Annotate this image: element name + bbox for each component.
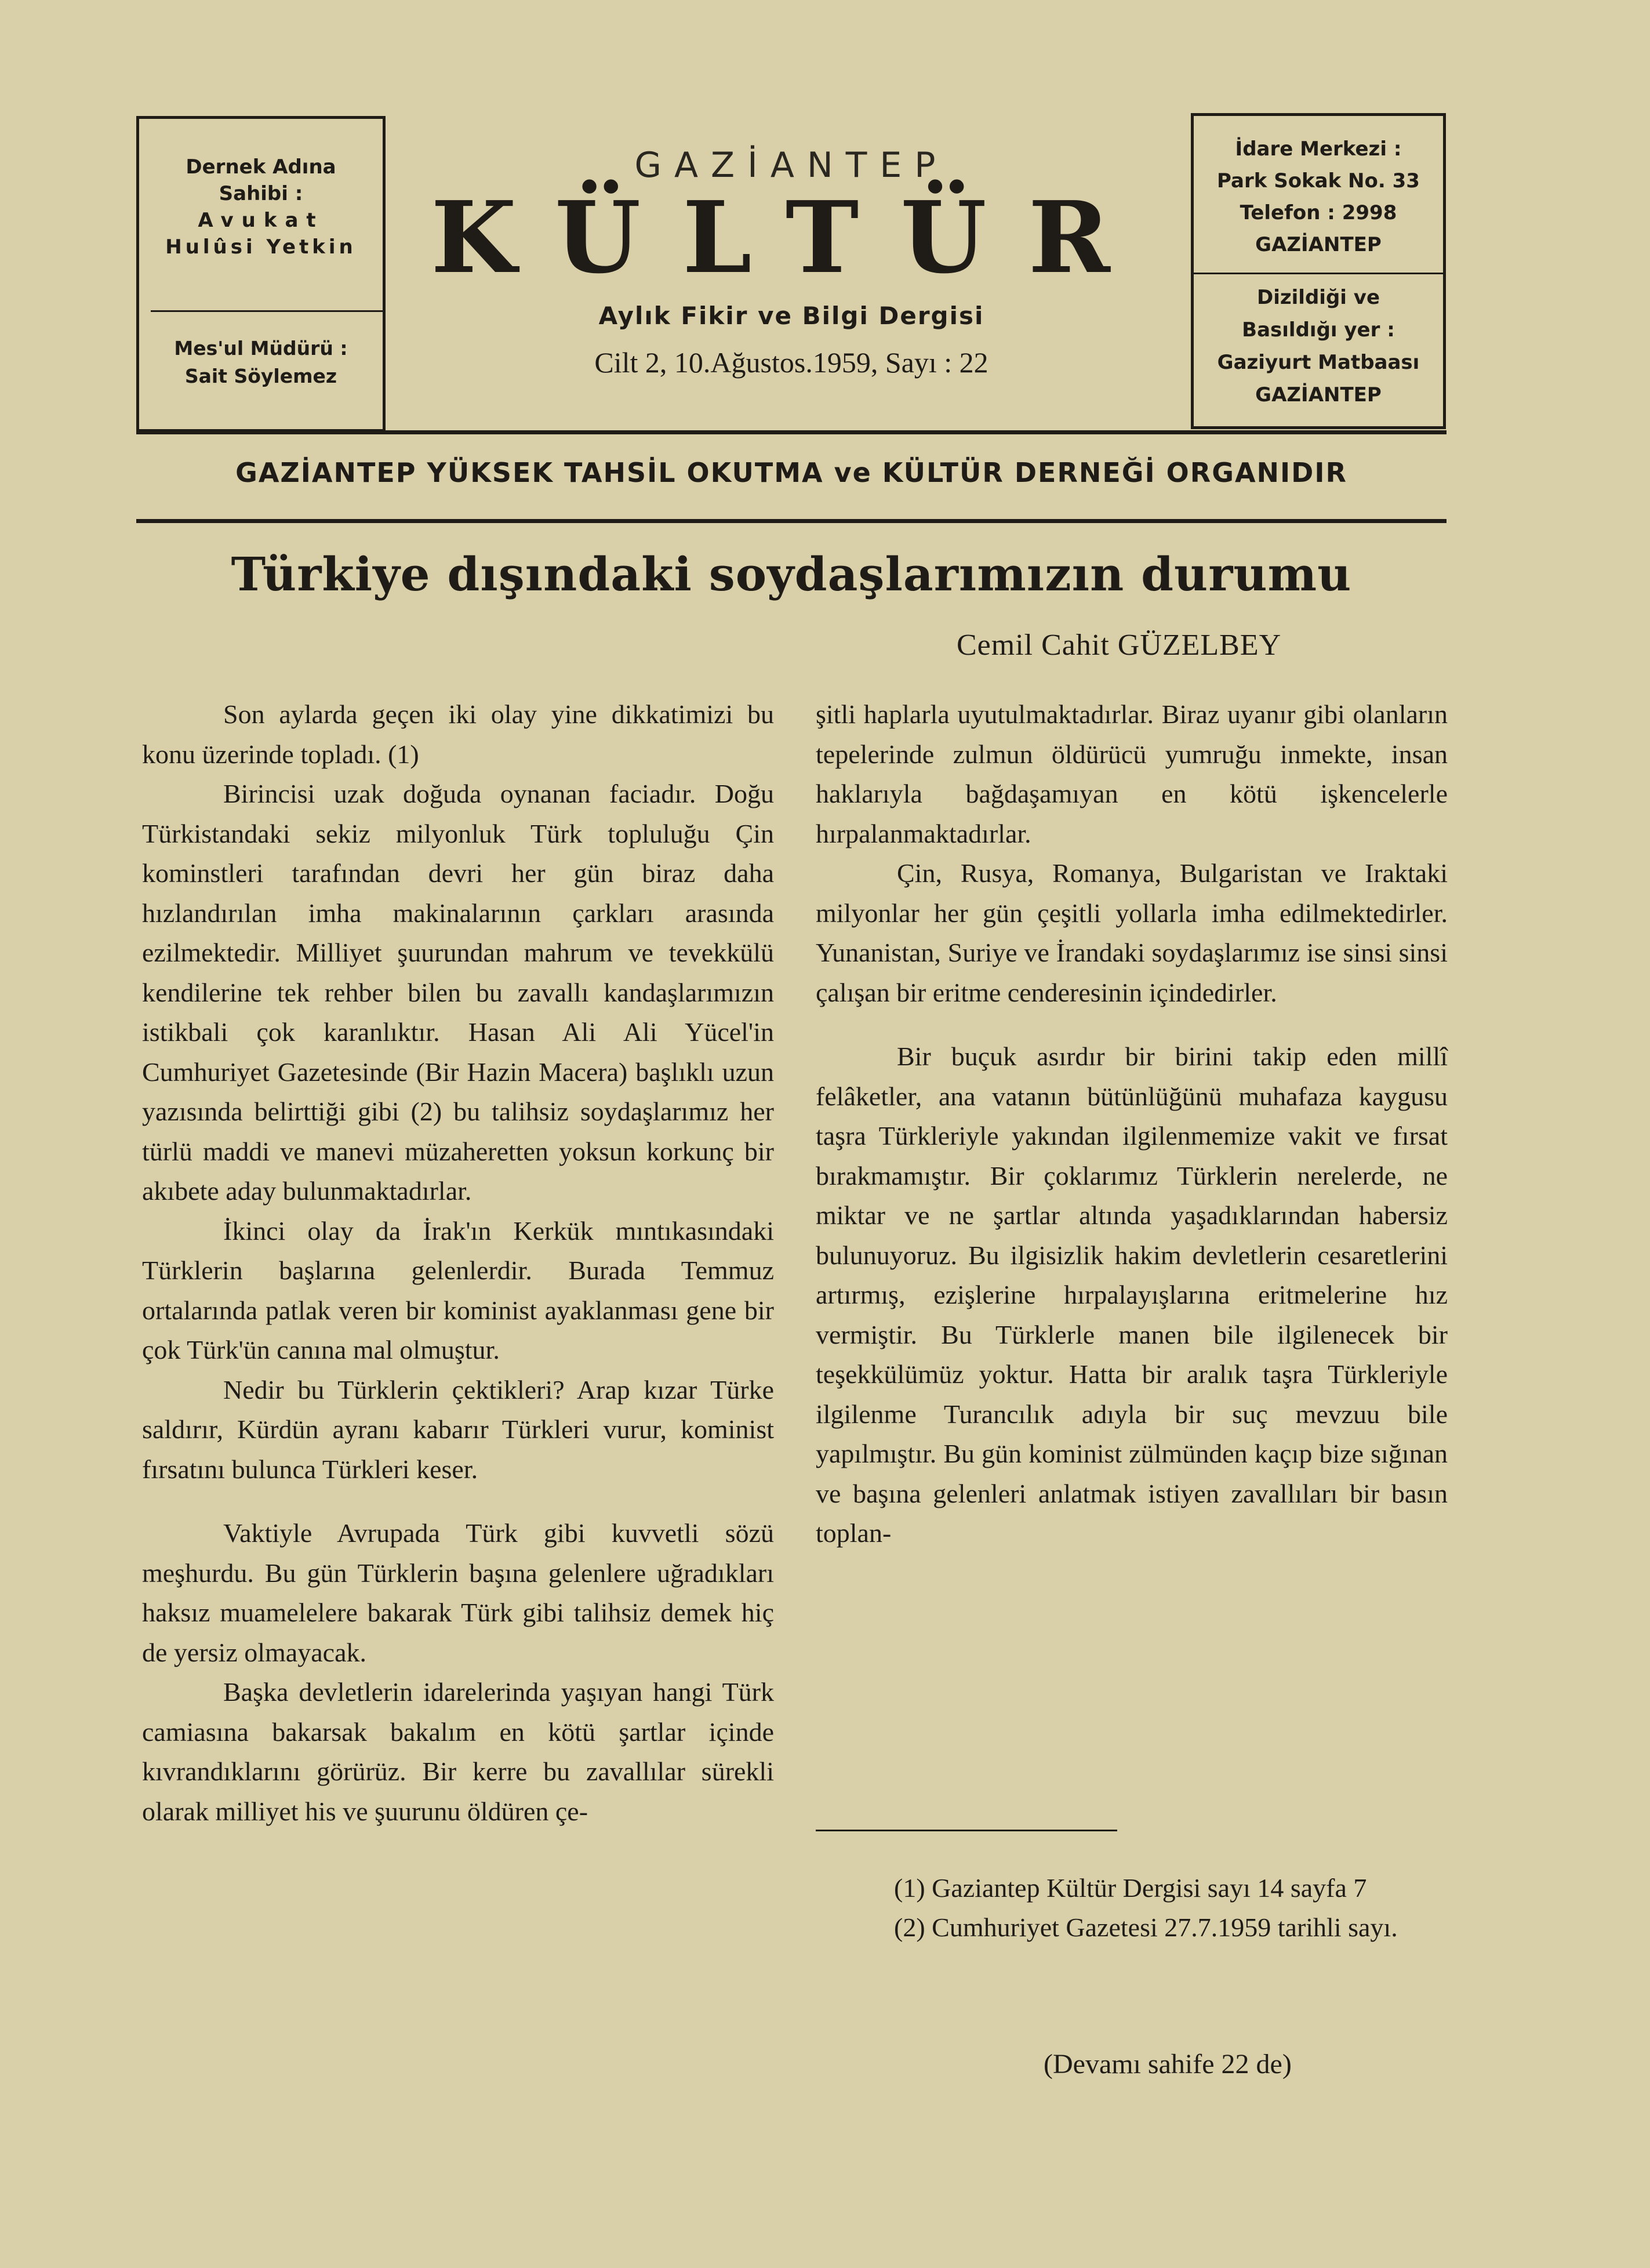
- organ-line: GAZİANTEP YÜKSEK TAHSİL OKUTMA ve KÜLTÜR DERNEĞİ ORGANIDIR: [235, 457, 1347, 488]
- publisher-name: Hulûsi Yetkin: [165, 235, 357, 259]
- headline-rule: [136, 519, 1447, 523]
- admin-label: İdare Merkezi :: [1235, 137, 1402, 161]
- city-name: GAZİANTEP: [634, 145, 948, 186]
- paragraph: Çin, Rusya, Romanya, Bulgaristan ve Iraktaki milyonlar her gün çeşitli yollarla imha edilmektedirler. Yunanistan, Suriye ve İrandaki soydaşlarımız ise sinsi sinsi çalışan bir eritme cenderesinin içindedirler.: [816, 858, 1448, 1007]
- publisher-box: [136, 116, 386, 432]
- printer-label: Dizildiği ve: [1256, 286, 1380, 309]
- masthead-rule: [136, 430, 1447, 434]
- masthead-title-block: [406, 145, 1177, 380]
- admin-address: Park Sokak No. 33: [1217, 169, 1420, 193]
- paragraph: Başka devletlerin idarelerinda yaşıyan hangi Türk camiasına bakarsak bakalım en kötü şartlar içinde kıvrandıklarını görürüz. Bir kerre bu zavallılar sürekli olarak milliyet his ve şuurunu öldüren çe-: [142, 1677, 774, 1826]
- printer-city: GAZİANTEP: [1255, 383, 1382, 407]
- printer-info: [1194, 281, 1443, 411]
- paragraph: Birincisi uzak doğuda oynanan faciadır. Doğu Türkistandaki sekiz milyonluk Türk topluluğu Çin kominstleri tarafından devri her gün biraz daha hızlandırılan imha makinalarının çarkları arasında ezilmektedir. Milliyet şuurundan mahrum ve tevekkülü kendilerine tek rehber bilen bu zavallı kandaşlarımızın istikbali çok karanlıktır. Hasan Ali Ali Yücel'in Cumhuriyet Gazetesinde (Bir Hazin Macera) başlıklı uzun yazısında belirttiği gibi (2) bu talihsiz soydaşlarımız her türlü maddi ve manevi müzaheretten yoksun korkunç bir akıbete aday bulunmaktadırlar.: [142, 779, 774, 1206]
- article-author: Cemil Cahit GÜZELBEY: [957, 629, 1282, 662]
- publisher-label-2: Sahibi :: [219, 182, 303, 205]
- article-column-left: [142, 695, 774, 1831]
- footnote: (1) Gaziantep Kültür Dergisi sayı 14 sayfa 7: [894, 1873, 1367, 1903]
- paragraph: şitli haplarla uyutulmaktadırlar. Biraz uyanır gibi olanların tepelerinde zulmun öldürücü yumruğu inmekte, insan haklarıyla bağdaşamıyan en kötü işkencelerle hırpalanmaktadırlar.: [816, 699, 1448, 848]
- footnotes: [816, 1868, 1442, 1947]
- box-divider: [1194, 273, 1443, 274]
- publisher-title: Avukat: [198, 209, 324, 232]
- admin-city: GAZİANTEP: [1255, 233, 1382, 256]
- box-divider: [151, 310, 383, 312]
- article-column-right: [816, 695, 1448, 1554]
- publisher-label: Dernek Adına: [186, 155, 336, 179]
- paragraph: İkinci olay da İrak'ın Kerkük mıntıkasındaki Türklerin başlarına gelenlerdir. Burada Temmuz ortalarında patlak veren bir kominist ayaklanması gene bir çok Türk'ün canına mal olmuştur.: [142, 1215, 774, 1365]
- magazine-subtitle: Aylık Fikir ve Bilgi Dergisi: [598, 302, 984, 330]
- paragraph: Vaktiyle Avrupada Türk gibi kuvvetli sözü meşhurdu. Bu gün Türklerin başına gelenlere uğradıkları haksız muamelelere bakarak Türk gibi talihsiz demek hiç de yersiz olmayacak.: [142, 1518, 774, 1667]
- article-headline: Türkiye dışındaki soydaşlarımızın durumu: [231, 547, 1352, 601]
- editor-info: [139, 335, 383, 390]
- paragraph: Bir buçuk asırdır bir birini takip eden millî felâketler, ana vatanın bütünlüğünü muhafaza kaygusu taşra Türkleriyle yakından ilgilenmemize vakit ve fırsat bırakmamıştır. Bir çoklarımız Türklerin nerelerde, ne miktar ve ne şartlar altında yaşadıklarından habersiz bulunuyoruz. Bu ilgisizlik hakim devletlerin cesaretlerini artırmış, ezişlerine hırpalayışlarına eritmelerine hız vermiştir. Bu Türklerle manen bile ilgilenecek bir teşekkülümüz yoktur. Hatta bir aralık taşra Türkleriyle ilgilenme Turancılık adıyla bir suç mevzuu bile yapılmıştır. Bu gün kominist zülmünden kaçıp bize sığınan ve başına gelenleri anlatmak istiyen zavallıları bir basın toplan-: [816, 1042, 1448, 1548]
- paragraph: Nedir bu Türklerin çektikleri? Arap kızar Türke saldırır, Kürdün ayranı kabarır Türkleri vurur, kominist fırsatını bulunca Türkleri keser.: [142, 1374, 774, 1484]
- printer-name: Gaziyurt Matbaası: [1217, 351, 1420, 374]
- address-box: [1191, 113, 1446, 429]
- editor-name: Sait Söylemez: [184, 365, 337, 387]
- publisher-info: [139, 154, 383, 260]
- paragraph: Son aylarda geçen iki olay yine dikkatimizi bu konu üzerinde topladı. (1): [142, 699, 774, 769]
- administration-info: [1194, 133, 1443, 261]
- footnote: (2) Cumhuriyet Gazetesi 27.7.1959 tarihli sayı.: [894, 1913, 1398, 1942]
- admin-phone: Telefon : 2998: [1240, 201, 1397, 224]
- continued-notice: (Devamı sahife 22 de): [1044, 2049, 1292, 2080]
- issue-info: Cilt 2, 10.Ağustos.1959, Sayı : 22: [594, 346, 988, 379]
- editor-label: Mes'ul Müdürü :: [174, 337, 348, 360]
- magazine-title: KÜLTÜR: [431, 180, 1152, 296]
- printer-label-2: Basıldığı yer :: [1242, 318, 1395, 342]
- footnote-rule: [816, 1830, 1117, 1831]
